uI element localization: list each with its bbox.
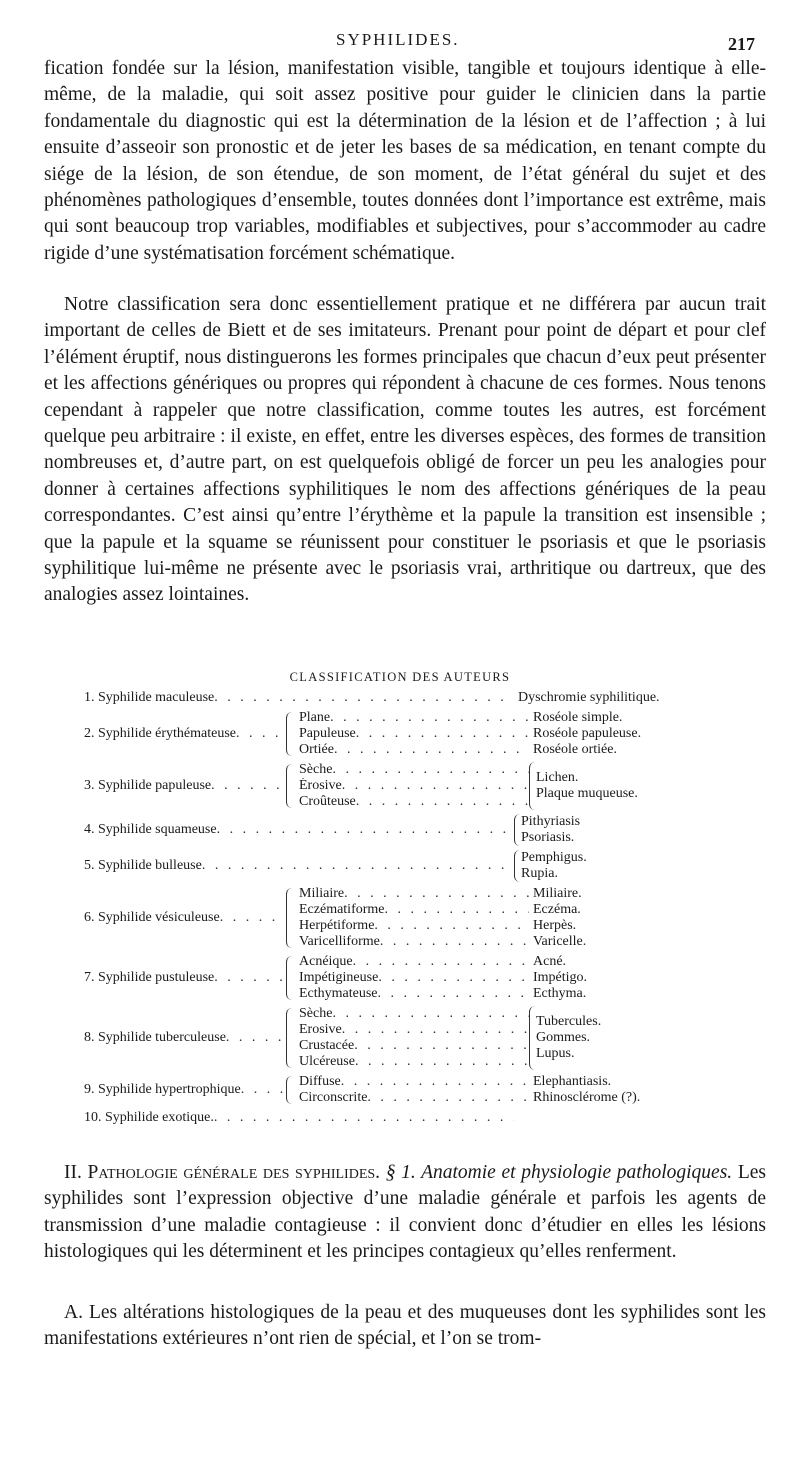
form-list [299,886,529,950]
species-label: 9. Syphilide hypertrophique [84,1082,241,1097]
generic-names [514,1110,724,1126]
form-list [299,1006,529,1070]
left-brace [286,764,297,808]
form-label: Plane [299,710,331,725]
species-label: 4. Syphilide squameuse [84,822,217,837]
dot-leader [342,778,529,794]
species-cell [84,762,284,810]
generic-name: Acné. [533,954,567,969]
dot-leader [356,794,529,810]
dot-leader [332,1006,529,1022]
form-item [299,1022,529,1038]
form-item [299,1038,529,1054]
section-paragraph [44,1160,766,1266]
dot-leader [241,1082,284,1098]
species-label: 5. Syphilide bulleuse [84,858,202,873]
classification-row [84,850,724,882]
dot-leader [374,918,529,934]
form-list [299,954,529,1002]
generic-name: Roséole papuleuse. [533,726,642,741]
form-label: Diffuse [299,1074,341,1089]
dot-leader [334,742,529,758]
page-number: 217 [728,34,755,54]
generic-name: Elephantiasis. [533,1074,612,1089]
form-item [299,794,529,810]
dot-leader [214,970,284,986]
form-item [299,1054,529,1070]
generic-name: Rhinosclérome (?). [533,1090,641,1105]
dot-leader [214,1110,514,1126]
form-item [299,986,529,1002]
generic-names [529,710,724,758]
species-label: 10. Syphilide exotique. [84,1110,214,1125]
species-cell [84,1074,284,1106]
dot-leader [378,970,529,986]
species-cell [84,1110,514,1126]
species-cell [84,814,514,846]
species-label: 3. Syphilide papuleuse [84,778,212,793]
generic-name: Eczéma. [533,902,581,917]
form-item [299,902,529,918]
species-cell [84,710,284,758]
dot-leader [354,1038,529,1054]
generic-name: Pemphigus. [521,850,587,865]
classification-table [84,690,724,1130]
form-item [299,710,529,726]
species-label: 7. Syphilide pustuleuse [84,970,215,985]
form-item [299,726,529,742]
generic-names [529,1006,724,1070]
left-brace [286,1076,297,1104]
form-item [299,742,529,758]
species-cell [84,690,514,706]
classification-row [84,1006,724,1070]
left-brace [286,888,297,948]
generic-name: Plaque muqueuse. [536,786,638,801]
form-list [299,762,529,810]
generic-name: Rupia. [521,866,558,881]
form-label: Ulcéreuse [299,1054,355,1069]
dot-leader [380,934,529,950]
species-label: 2. Syphilide érythémateuse [84,726,237,741]
species-cell [84,886,284,950]
classification-row [84,762,724,810]
dot-leader [355,1054,529,1070]
species-cell [84,1006,284,1070]
form-label: Crustacée [299,1038,355,1053]
dot-leader [220,910,284,926]
form-item [299,934,529,950]
form-item [299,778,529,794]
dot-leader [217,822,514,838]
dot-leader [344,886,529,902]
form-label: Papuleuse [299,726,356,741]
paragraph-a: A. Les altérations histologiques de la peau et des muqueuses dont les syphilides sont les manifestations extérieures n’ont rien de spécial, et l’on se trom- [44,1302,766,1350]
dot-leader [378,986,529,1002]
generic-names [529,1074,724,1106]
generic-name: Psoriasis. [521,830,575,845]
species-cell [84,954,284,1002]
generic-name: Miliaire. [533,886,582,901]
form-label: Croûteuse [299,794,356,809]
dot-leader [385,902,529,918]
generic-name: Roséole ortiée. [533,742,617,757]
dot-leader [202,858,514,874]
classification-row [84,886,724,950]
dot-leader [341,1074,529,1090]
classification-row [84,1074,724,1106]
form-item [299,918,529,934]
left-brace [286,712,297,756]
generic-name: Pithyriasis [521,814,581,829]
classification-title: CLASSIFICATION DES AUTEURS [289,670,511,684]
form-label: Ecthymateuse [299,986,378,1001]
generic-name: Herpès. [533,918,577,933]
form-label: Miliaire [299,886,345,901]
classification-row [84,1110,724,1126]
paragraph-1: fication fondée sur la lésion, manifestation visible, tangible et toujours identique à elle-même, de la maladie, qui soit assez positive pour guider le clinicien dans la partie fondamentale du diagnostic qui est la détermination de la lésion et de l’affection ; à lui ensuite d’asseoir son pronostic et de jeter les bases de sa médication, en tenant compte du siége de la lésion, de son étendue, de son moment, de l’état général du sujet et des phénomènes pathologiques d’ensemble, toutes données dont l’importance est extrême, mais qui sont beaucoup trop variables, modifiables et subjectives, pour s’accommoder au cadre rigide d’une systématisation forcément schématique. [44,58,766,264]
dot-leader [236,726,284,742]
section-subheading: § 1. Anatomie et physiologie pathologiques. [385,1162,733,1183]
form-item [299,954,529,970]
form-label: Eczématiforme [299,902,385,917]
form-label: Circonscrite [299,1090,368,1105]
form-label: Erosive [299,1022,342,1037]
generic-name: Dyschromie syphilitique. [518,690,660,705]
dot-leader [214,690,514,706]
dot-leader [367,1090,529,1106]
left-brace [286,956,297,1000]
classification-row [84,954,724,1002]
classification-row [84,710,724,758]
form-label: Herpétiforme [299,918,375,933]
generic-name: Roséole simple. [533,710,623,725]
form-list [299,1074,529,1106]
generic-names [529,886,724,950]
generic-name: Varicelle. [533,934,587,949]
species-cell [84,850,514,882]
left-brace [286,1008,297,1068]
form-item [299,1006,529,1022]
species-label: 1. Syphilide maculeuse [84,690,215,705]
species-label: 8. Syphilide tuberculeuse [84,1030,226,1045]
form-item [299,1074,529,1090]
classification-row [84,814,724,846]
generic-name: Lichen. [536,770,579,785]
generic-name: Lupus. [536,1046,575,1061]
dot-leader [211,778,284,794]
running-title: SYPHILIDES. [336,30,460,49]
generic-name: Gommes. [536,1030,591,1045]
generic-names [529,954,724,1002]
form-label: Impétigineuse [299,970,379,985]
form-label: Varicelliforme [299,934,380,949]
dot-leader [356,726,529,742]
dot-leader [353,954,529,970]
form-label: Sèche [299,1006,333,1021]
generic-name: Tubercules. [536,1014,602,1029]
section-heading: II. Pathologie générale des syphilides. [64,1162,381,1183]
generic-names [514,814,724,846]
form-list [299,710,529,758]
form-item [299,970,529,986]
species-label: 6. Syphilide vésiculeuse [84,910,220,925]
dot-leader [330,710,529,726]
form-label: Sèche [299,762,333,777]
dot-leader [226,1030,284,1046]
dot-leader [332,762,529,778]
generic-names [514,690,724,706]
classification-row [84,690,724,706]
section-text: Les syphilides sont l’expression objective d’une maladie générale et parfois les agents de transmission d’une maladie contagieuse : il convient donc d’étudier en elles les lésions histologiques qui les déterminent et les principes contagieux qu’elles renferment. [44,1162,766,1263]
form-label: Ortiée [299,742,334,757]
form-item [299,886,529,902]
form-label: Acnéique [299,954,353,969]
generic-name: Impétigo. [533,970,588,985]
paragraph-2: Notre classification sera donc essentiellement pratique et ne différera par aucun trait important de celles de Biett et de ses imitateurs. Prenant pour point de départ et pour clef l’élément éruptif, nous distinguerons les formes principales que chacun d’eux peut présenter et les affections génériques ou propres qui répondent à chacune de ces formes. Nous tenons cependant à rappeler que notre classification, comme toutes les autres, est forcément quelque peu arbitraire : il existe, en effet, entre les diverses espèces, des formes de transition nombreuses et, d’autre part, on est quelquefois obligé de forcer un peu les analogies pour donner à certaines affections syphilitiques le nom des affections génériques de la peau correspondantes. C’est ainsi qu’entre l’érythème et la papule la transition est insensible ; que la papule et la squame se réunissent pour constituer le psoriasis et que le psoriasis syphilitique lui-même ne présente avec le psoriasis vrai, arthritique ou dartreux, que des analogies assez lointaines. [44,294,766,606]
generic-name: Ecthyma. [533,986,587,1001]
generic-names [514,850,724,882]
dot-leader [342,1022,529,1038]
form-label: Érosive [299,778,342,793]
generic-names [529,762,724,810]
form-item [299,1090,529,1106]
form-item [299,762,529,778]
